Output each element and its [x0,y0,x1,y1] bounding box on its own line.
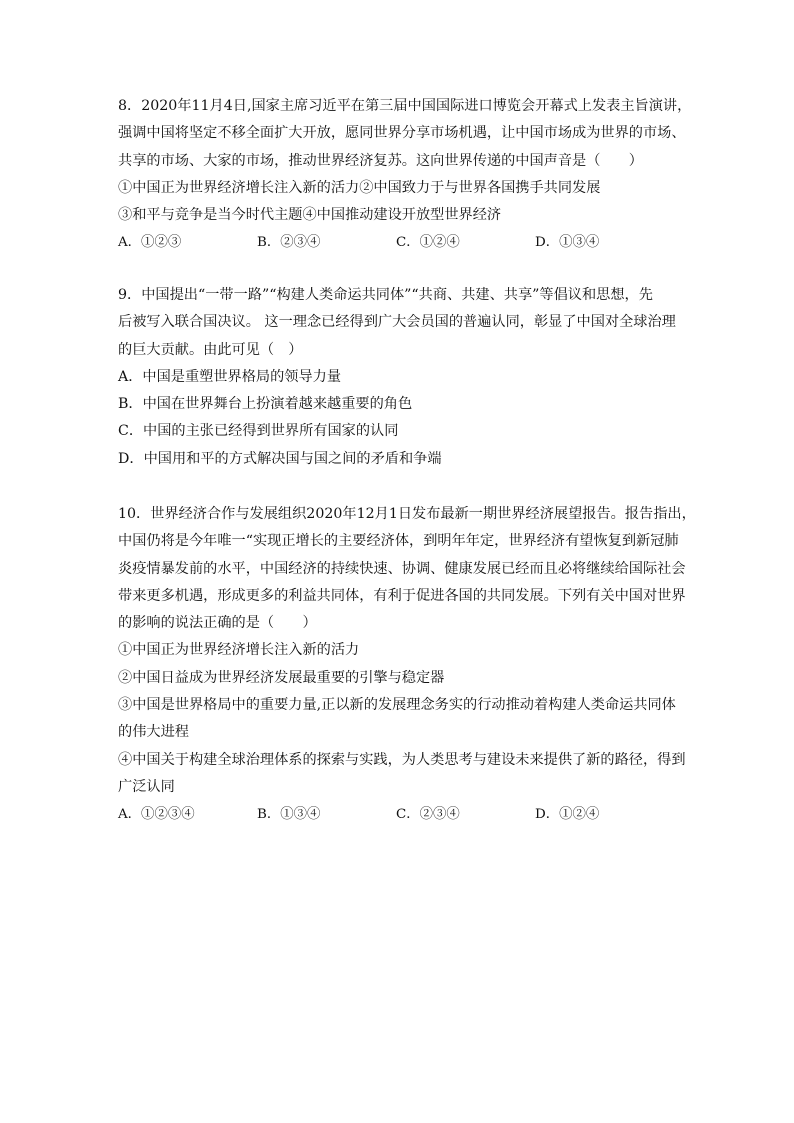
question-stem-line: 炎疫情暴发前的水平，中国经济的持续快速、协调、健康发展已经而且必将继续给国际社会 [118,560,686,577]
statement-line: ③中国是世界格局中的重要力量,正以新的发展理念务实的行动推动着构建人类命运共同体 [118,697,676,714]
option-c: C．②③④ [396,807,460,823]
option-c: C．①②④ [396,235,460,251]
question-stem-line: 的巨大贡献。由此可见（ ） [118,341,303,358]
question-stem-line: 10．世界经济合作与发展组织2020年12月1日发布最新一期世界经济展望报告。报告指出， [118,506,696,522]
statement-line: ②中国日益成为世界经济发展最重要的引擎与稳定器 [118,669,445,686]
question-stem-line: 共享的市场、大家的市场，推动世界经济复苏。这向世界传递的中国声音是（ ） [118,152,643,169]
question-8 [118,93,692,257]
statement-line: ③和平与竞争是当今时代主题④中国推动建设开放型世界经济 [118,207,502,224]
statement-line: ④中国关于构建全球治理体系的探索与实践，为人类思考与建设未来提供了新的路径，得到 [118,751,686,768]
question-10 [118,501,696,829]
answer-options [118,801,688,828]
option-b: B．①③④ [257,807,321,823]
option-a: A．①②③④ [118,807,195,823]
choice-d: D．中国用和平的方式解决国与国之间的矛盾和争端 [118,450,442,467]
option-d: D．①③④ [535,235,600,251]
choice-b: B．中国在世界舞台上扮演着越来越重要的角色 [118,396,413,413]
question-stem-line: 后被写入联合国决议。 这一理念已经得到广大会员国的普遍认同，彰显了中国对全球治理 [118,314,676,331]
question-9 [118,282,688,473]
option-b: B．②③④ [257,235,321,251]
choice-c: C．中国的主张已经得到世界所有国家的认同 [118,423,399,440]
question-stem-line: 8．2020年11月4日,国家主席习近平在第三届中国国际进口博览会开幕式上发表主旨演讲， [118,98,692,114]
option-d: D．①②④ [535,807,600,823]
statement-line: 广泛认同 [118,778,175,795]
option-a: A．①②③ [118,235,182,251]
statement-line: 的伟大进程 [118,724,189,741]
choice-a: A．中国是重塑世界格局的领导力量 [118,368,342,385]
statement-line: ①中国正为世界经济增长注入新的活力②中国致力于与世界各国携手共同发展 [118,179,601,196]
answer-options [118,229,688,256]
question-stem-line: 9．中国提出“一带一路”“构建人类命运共同体”“共商、共建、共享”等倡议和思想，先 [118,287,653,303]
question-stem-line: 强调中国将坚定不移全面扩大开放，愿同世界分享市场机遇，让中国市场成为世界的市场、 [118,125,686,142]
question-stem-line: 的影响的说法正确的是（ ） [118,615,317,632]
statement-line: ①中国正为世界经济增长注入新的活力 [118,642,360,659]
question-stem-line: 带来更多机遇，形成更多的利益共同体，有利于促进各国的共同发展。下列有关中国对世界 [118,587,686,604]
question-stem-line: 中国仍将是今年唯一“实现正增长的主要经济体，到明年年定，世界经济有望恢复到新冠肺 [118,533,679,550]
